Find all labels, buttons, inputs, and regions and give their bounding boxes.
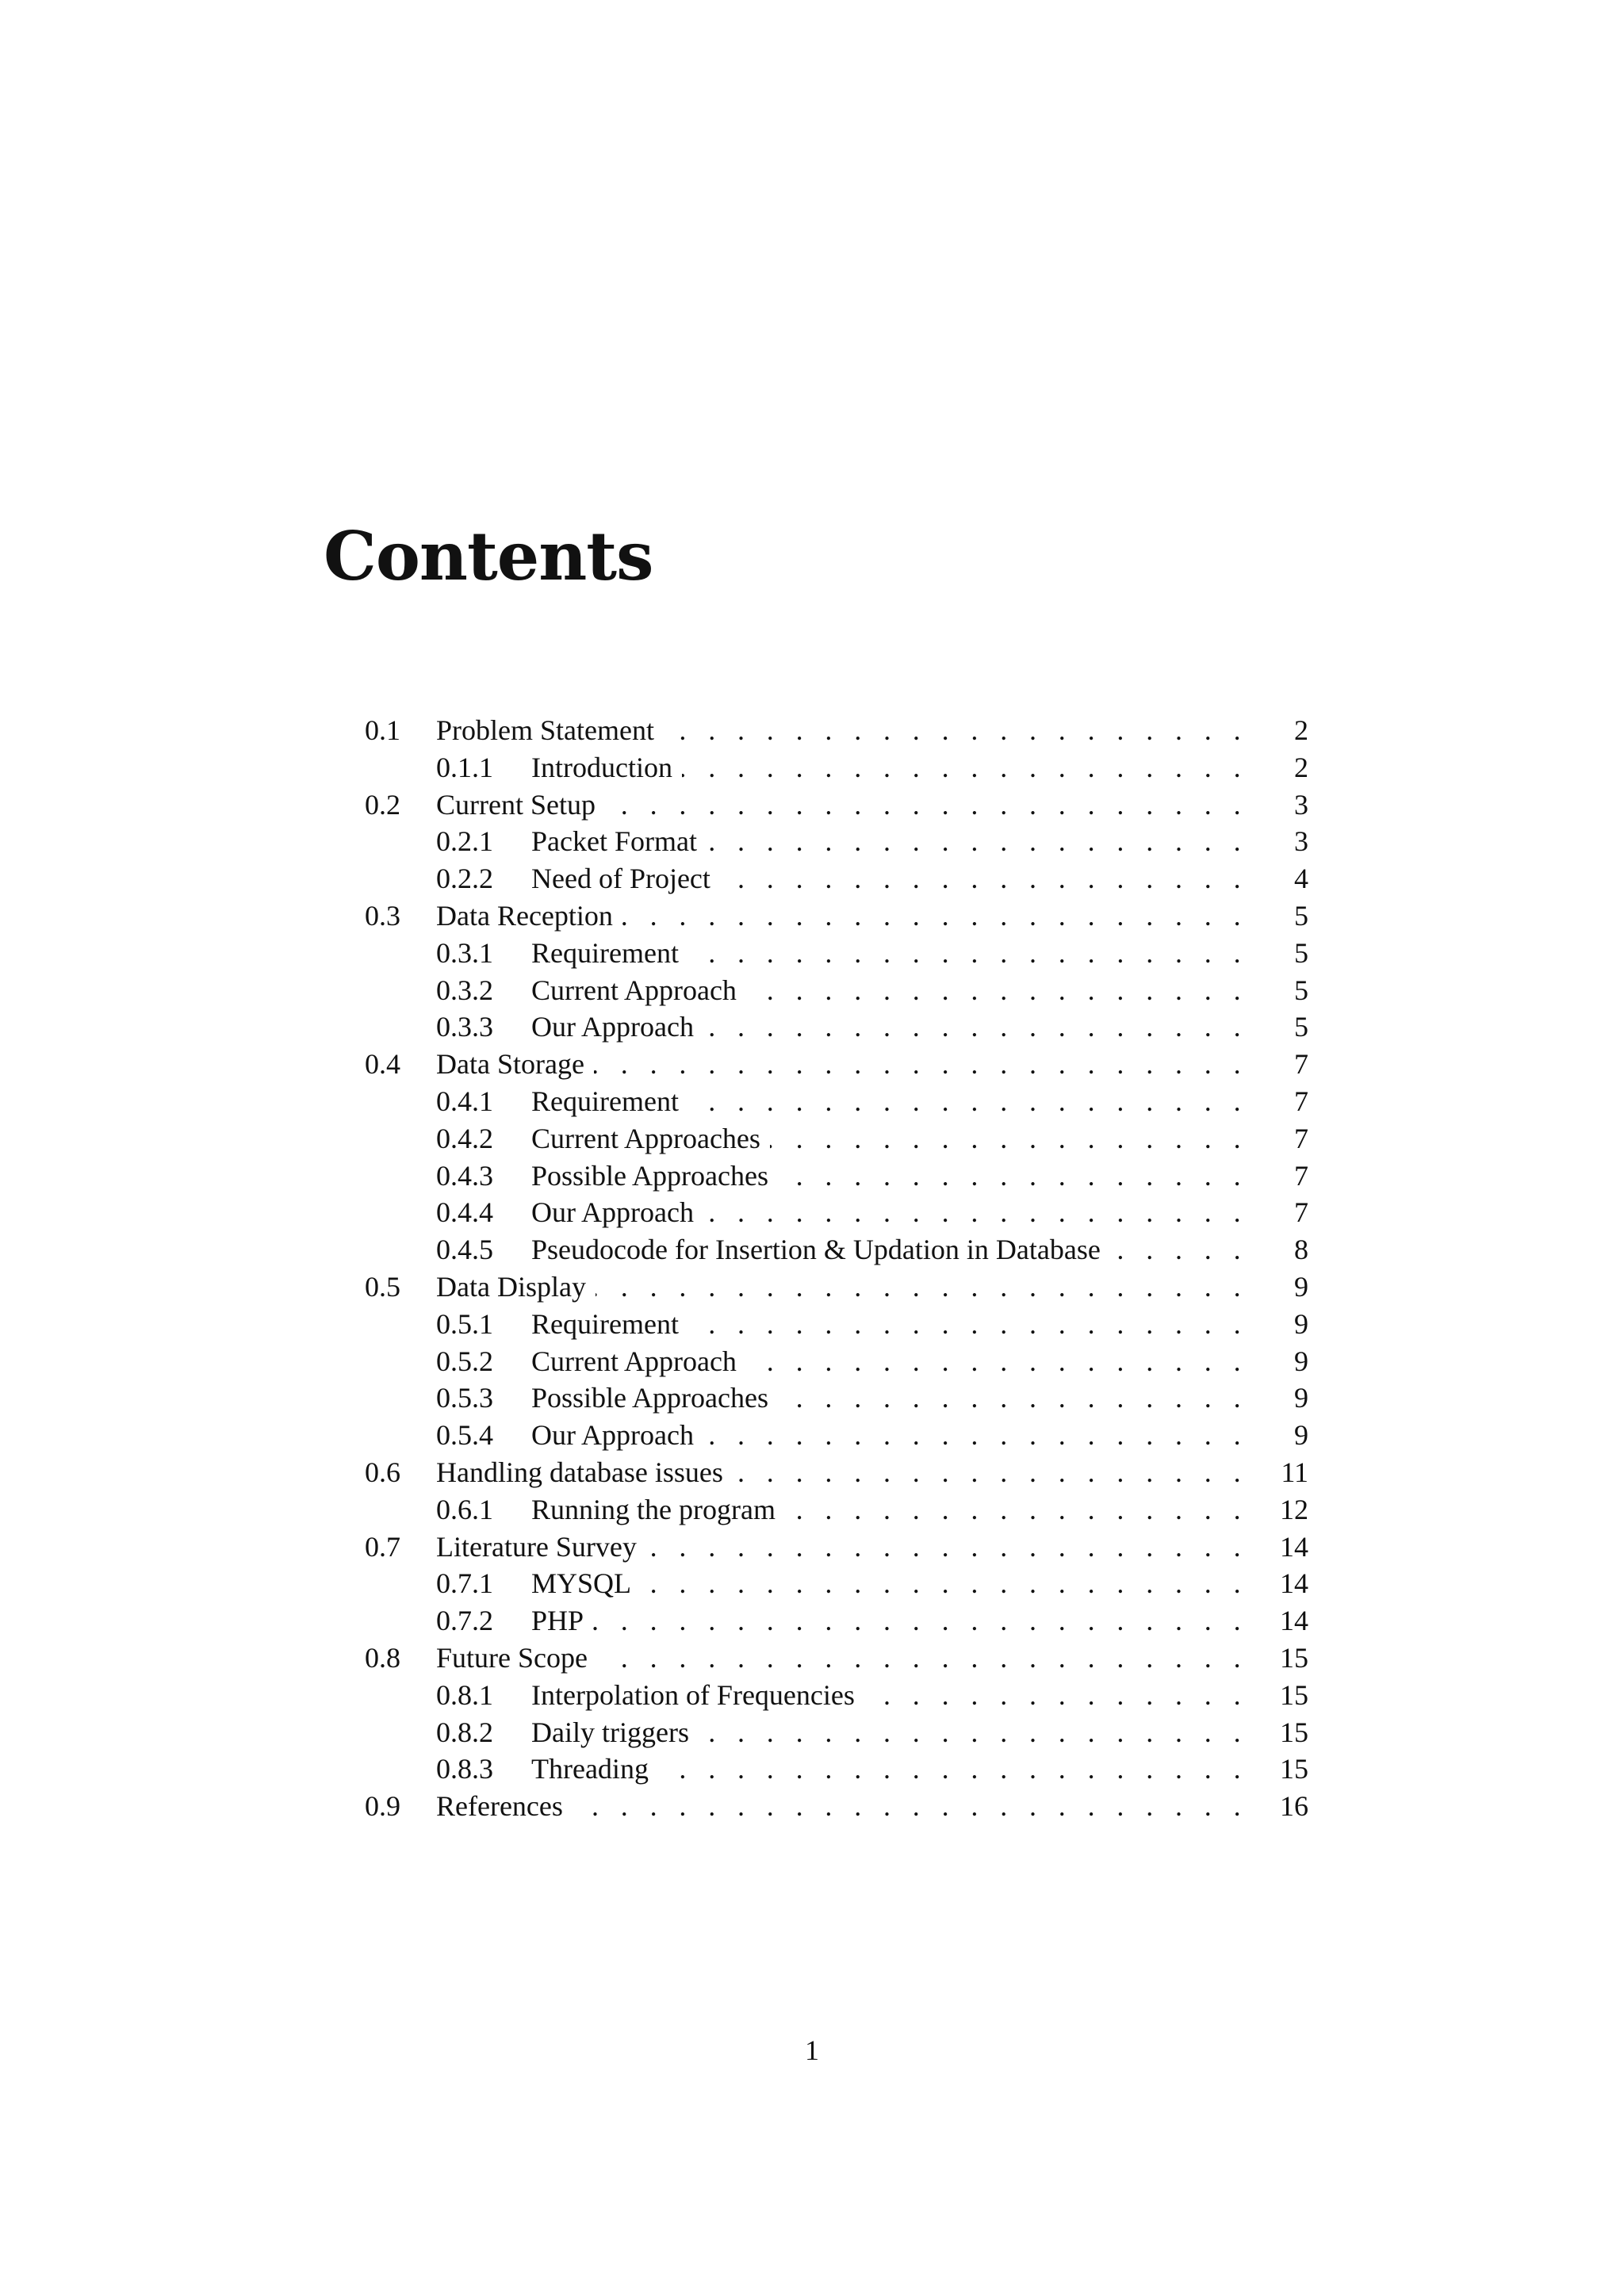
page-number: 1 bbox=[805, 2034, 819, 2066]
toc-entry-title bbox=[531, 972, 1248, 1009]
toc-entry[interactable] bbox=[365, 935, 1308, 972]
toc-entry-title-text: Current Approaches bbox=[531, 1123, 770, 1154]
toc-entry-title bbox=[436, 1529, 1248, 1566]
toc-entry-title-text: Problem Statement bbox=[436, 714, 664, 746]
toc-entry-page: 2 bbox=[1261, 712, 1308, 749]
toc-entry-page: 3 bbox=[1261, 786, 1308, 824]
toc-entry-title bbox=[436, 1454, 1248, 1491]
toc-entry-page: 16 bbox=[1261, 1788, 1308, 1825]
toc-entry-page: 7 bbox=[1261, 1120, 1308, 1158]
toc-entry-number: 0.7.2 bbox=[436, 1605, 493, 1637]
toc-entry-title-text: Running the program bbox=[531, 1494, 785, 1525]
toc-entry-page: 5 bbox=[1261, 1008, 1308, 1046]
toc-entry[interactable] bbox=[365, 786, 1308, 824]
table-of-contents bbox=[365, 712, 1308, 1825]
toc-entry[interactable] bbox=[365, 1491, 1308, 1529]
toc-entry-title-text: Requirement bbox=[531, 1308, 688, 1340]
toc-entry-page: 9 bbox=[1261, 1306, 1308, 1343]
toc-entry-title bbox=[531, 749, 1248, 786]
toc-entry-title-text: Our Approach bbox=[531, 1011, 703, 1043]
toc-entry-title bbox=[531, 1380, 1248, 1417]
toc-entry-title-text: Possible Approaches bbox=[531, 1382, 778, 1414]
toc-entry-page: 9 bbox=[1261, 1269, 1308, 1306]
toc-entry-number: 0.4.3 bbox=[436, 1159, 493, 1192]
toc-entry[interactable] bbox=[365, 749, 1308, 786]
toc-entry-title bbox=[436, 1269, 1248, 1306]
toc-entry-title-text: Current Approach bbox=[531, 1345, 746, 1377]
toc-entry-title bbox=[531, 823, 1248, 860]
toc-entry-page: 15 bbox=[1261, 1714, 1308, 1751]
toc-entry-page: 9 bbox=[1261, 1380, 1308, 1417]
toc-entry-title bbox=[436, 712, 1248, 749]
toc-entry[interactable] bbox=[365, 860, 1308, 897]
toc-entry-page: 7 bbox=[1261, 1046, 1308, 1083]
toc-entry-title-text: Our Approach bbox=[531, 1419, 703, 1451]
toc-entry[interactable] bbox=[365, 1417, 1308, 1454]
toc-entry-title bbox=[531, 1158, 1248, 1195]
toc-entry-title-text: Data Storage bbox=[436, 1048, 594, 1080]
toc-entry[interactable] bbox=[365, 1008, 1308, 1046]
toc-entry-title-text: Requirement bbox=[531, 1085, 688, 1117]
toc-entry-number: 0.5.1 bbox=[436, 1307, 493, 1340]
toc-entry-title bbox=[531, 1194, 1248, 1231]
toc-entry-title bbox=[531, 1714, 1248, 1751]
toc-entry-title-text: Daily triggers bbox=[531, 1716, 699, 1748]
toc-entry-title-text: Data Display bbox=[436, 1271, 596, 1303]
toc-entry-title bbox=[531, 1417, 1248, 1454]
toc-entry-title-text: Introduction bbox=[531, 752, 682, 783]
toc-entry-page: 7 bbox=[1261, 1158, 1308, 1195]
toc-entry-title-text: Requirement bbox=[531, 937, 688, 969]
toc-entry[interactable] bbox=[365, 1380, 1308, 1417]
toc-entry[interactable] bbox=[365, 1714, 1308, 1751]
toc-entry-number: 0.4.4 bbox=[436, 1196, 493, 1229]
toc-entry-title-text: Literature Survey bbox=[436, 1531, 646, 1563]
toc-entry-page: 8 bbox=[1261, 1231, 1308, 1269]
toc-entry-page: 15 bbox=[1261, 1677, 1308, 1714]
toc-entry-number: 0.5.2 bbox=[436, 1345, 493, 1377]
toc-entry-title bbox=[436, 1640, 1248, 1677]
toc-entry-title-text: Our Approach bbox=[531, 1196, 703, 1228]
toc-entry[interactable] bbox=[365, 1120, 1308, 1158]
toc-entry-title-text: Interpolation of Frequencies bbox=[531, 1679, 864, 1711]
toc-entry-title bbox=[531, 1677, 1248, 1714]
toc-entry-page: 5 bbox=[1261, 897, 1308, 935]
toc-entry-title bbox=[531, 1008, 1248, 1046]
toc-entry-title-text: Data Reception bbox=[436, 900, 622, 932]
toc-entry-title-text: Need of Project bbox=[531, 863, 720, 894]
toc-entry-page: 4 bbox=[1261, 860, 1308, 897]
toc-entry[interactable] bbox=[365, 712, 1308, 749]
toc-entry-number: 0.7 bbox=[365, 1530, 400, 1563]
toc-entry-title bbox=[436, 897, 1248, 935]
toc-entry-number: 0.4.2 bbox=[436, 1122, 493, 1154]
toc-entry-title bbox=[531, 1231, 1248, 1269]
toc-entry-title-text: Current Setup bbox=[436, 789, 605, 821]
toc-entry-title-text: References bbox=[436, 1790, 573, 1822]
toc-entry-number: 0.5.3 bbox=[436, 1382, 493, 1414]
toc-entry-number: 0.6.1 bbox=[436, 1493, 493, 1525]
toc-entry-title bbox=[531, 1120, 1248, 1158]
toc-entry[interactable] bbox=[365, 1046, 1308, 1083]
toc-entry-title bbox=[531, 1751, 1248, 1788]
toc-entry-title-text: Threading bbox=[531, 1753, 658, 1785]
toc-entry-number: 0.8.3 bbox=[436, 1753, 493, 1785]
toc-entry-page: 5 bbox=[1261, 935, 1308, 972]
toc-entry-number: 0.3 bbox=[365, 899, 400, 932]
toc-entry-number: 0.3.1 bbox=[436, 936, 493, 969]
toc-entry[interactable] bbox=[365, 897, 1308, 935]
toc-entry[interactable] bbox=[365, 1158, 1308, 1195]
toc-entry-page: 14 bbox=[1261, 1565, 1308, 1602]
toc-entry-page: 15 bbox=[1261, 1640, 1308, 1677]
toc-entry-title-text: Possible Approaches bbox=[531, 1160, 778, 1192]
toc-entry-title-text: Packet Format bbox=[531, 825, 707, 857]
toc-entry-title bbox=[436, 786, 1248, 824]
toc-entry[interactable] bbox=[365, 1231, 1308, 1269]
toc-entry-number: 0.5.4 bbox=[436, 1419, 493, 1452]
toc-entry[interactable] bbox=[365, 823, 1308, 860]
toc-entry-number: 0.2 bbox=[365, 788, 400, 821]
toc-entry-title-text: MYSQL bbox=[531, 1567, 641, 1599]
page-title: Contents bbox=[324, 517, 653, 595]
toc-entry-page: 14 bbox=[1261, 1529, 1308, 1566]
toc-entry[interactable] bbox=[365, 1677, 1308, 1714]
toc-entry[interactable] bbox=[365, 1640, 1308, 1677]
toc-entry-number: 0.4.5 bbox=[436, 1234, 493, 1266]
toc-entry-number: 0.5 bbox=[365, 1270, 400, 1303]
toc-entry-number: 0.8.1 bbox=[436, 1678, 493, 1711]
toc-entry[interactable] bbox=[365, 1565, 1308, 1602]
toc-entry-title bbox=[531, 1602, 1248, 1640]
toc-entry-page: 9 bbox=[1261, 1343, 1308, 1380]
toc-entry-title-text: Future Scope bbox=[436, 1642, 597, 1674]
toc-entry[interactable] bbox=[365, 1343, 1308, 1380]
toc-entry[interactable] bbox=[365, 1269, 1308, 1306]
toc-entry-page: 7 bbox=[1261, 1194, 1308, 1231]
toc-entry[interactable] bbox=[365, 1194, 1308, 1231]
toc-entry[interactable] bbox=[365, 1751, 1308, 1788]
toc-entry[interactable] bbox=[365, 1602, 1308, 1640]
toc-entry-page: 3 bbox=[1261, 823, 1308, 860]
toc-entry-page: 11 bbox=[1261, 1454, 1308, 1491]
toc-entry-number: 0.8 bbox=[365, 1641, 400, 1674]
toc-entry-number: 0.4 bbox=[365, 1048, 400, 1081]
toc-entry-title bbox=[531, 1083, 1248, 1120]
toc-entry[interactable] bbox=[365, 1529, 1308, 1566]
toc-entry-title-text: Current Approach bbox=[531, 974, 746, 1006]
toc-entry-page: 15 bbox=[1261, 1751, 1308, 1788]
toc-entry-number: 0.7.1 bbox=[436, 1567, 493, 1600]
toc-entry-number: 0.1 bbox=[365, 714, 400, 746]
toc-entry-title-text: PHP bbox=[531, 1605, 593, 1636]
toc-entry-number: 0.3.2 bbox=[436, 974, 493, 1006]
toc-entry-page: 7 bbox=[1261, 1083, 1308, 1120]
toc-entry[interactable] bbox=[365, 972, 1308, 1009]
toc-entry-title bbox=[436, 1788, 1248, 1825]
toc-entry-page: 9 bbox=[1261, 1417, 1308, 1454]
toc-entry-title bbox=[531, 935, 1248, 972]
toc-entry-number: 0.8.2 bbox=[436, 1716, 493, 1748]
toc-entry-page: 14 bbox=[1261, 1602, 1308, 1640]
toc-entry-title bbox=[531, 1306, 1248, 1343]
toc-entry-number: 0.3.3 bbox=[436, 1011, 493, 1043]
toc-entry[interactable] bbox=[365, 1306, 1308, 1343]
toc-entry-title bbox=[531, 1565, 1248, 1602]
toc-entry-title-text: Handling database issues bbox=[436, 1456, 733, 1488]
toc-entry-number: 0.1.1 bbox=[436, 751, 493, 783]
toc-entry-number: 0.6 bbox=[365, 1456, 400, 1488]
toc-entry-page: 12 bbox=[1261, 1491, 1308, 1529]
toc-entry-title bbox=[531, 1343, 1248, 1380]
toc-entry-number: 0.4.1 bbox=[436, 1085, 493, 1117]
toc-entry-title-text: Pseudocode for Insertion & Updation in Database bbox=[531, 1234, 1110, 1265]
toc-entry-page: 2 bbox=[1261, 749, 1308, 786]
toc-entry[interactable] bbox=[365, 1454, 1308, 1491]
toc-entry-number: 0.9 bbox=[365, 1790, 400, 1823]
toc-entry-number: 0.2.1 bbox=[436, 825, 493, 858]
toc-entry-number: 0.2.2 bbox=[436, 863, 493, 895]
toc-entry[interactable] bbox=[365, 1788, 1308, 1825]
toc-entry[interactable] bbox=[365, 1083, 1308, 1120]
toc-entry-title bbox=[531, 1491, 1248, 1529]
toc-entry-page: 5 bbox=[1261, 972, 1308, 1009]
toc-entry-title bbox=[436, 1046, 1248, 1083]
toc-entry-title bbox=[531, 860, 1248, 897]
